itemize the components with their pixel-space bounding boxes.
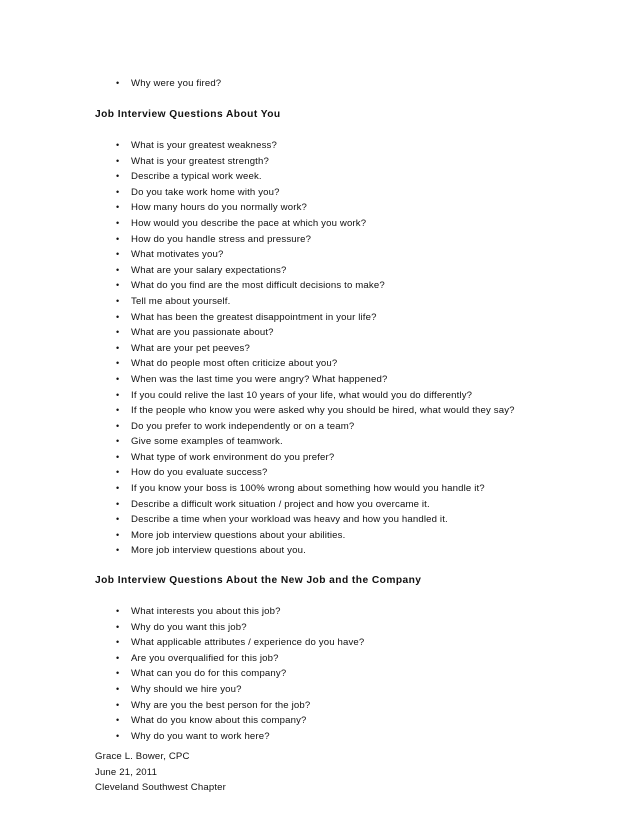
footer-date: June 21, 2011 xyxy=(95,766,158,778)
bullet-icon: • xyxy=(116,217,120,228)
bullet-icon: • xyxy=(116,373,120,384)
bullet-icon: • xyxy=(116,621,120,632)
list-item-text: What do you know about this company? xyxy=(131,715,307,727)
list-item-text: If you know your boss is 100% wrong about something how would you handle it? xyxy=(131,483,485,495)
list-item-text: How do you evaluate success? xyxy=(131,467,268,479)
section-heading-about-you: Job Interview Questions About You xyxy=(95,109,281,120)
list-item-text: Why should we hire you? xyxy=(131,683,242,695)
list-item-text: Why do you want this job? xyxy=(131,621,247,633)
list-item-text: What is your greatest strength? xyxy=(131,155,269,167)
bullet-icon: • xyxy=(116,78,120,88)
list-item-text: How do you handle stress and pressure? xyxy=(131,233,312,245)
bullet-icon: • xyxy=(116,311,120,322)
list-item-text: What do people most often criticize about you? xyxy=(131,358,338,370)
list-item-text: Are you overqualified for this job? xyxy=(131,652,279,664)
list-item-text: Why do you want to work here? xyxy=(131,730,270,742)
bullet-icon: • xyxy=(116,498,120,509)
bullet-icon: • xyxy=(116,436,120,447)
list-item-text: What has been the greatest disappointment in your life? xyxy=(131,311,377,323)
bullet-icon: • xyxy=(116,668,120,679)
bullet-icon: • xyxy=(116,483,120,494)
bullet-icon: • xyxy=(116,652,120,663)
bullet-icon: • xyxy=(116,529,120,540)
bullet-icon: • xyxy=(116,233,120,244)
list-item-text: What interests you about this job? xyxy=(131,606,281,617)
list-item-text: What are your pet peeves? xyxy=(131,342,250,354)
bullet-icon: • xyxy=(116,637,120,648)
bullet-icon: • xyxy=(116,606,120,616)
list-item-text: When was the last time you were angry? What happened? xyxy=(131,373,388,385)
bullet-icon: • xyxy=(116,451,120,462)
list-item-text: Why are you the best person for the job? xyxy=(131,699,311,711)
bullet-icon: • xyxy=(116,155,120,166)
list-item-text: How would you describe the pace at which you work? xyxy=(131,217,367,229)
bullet-icon: • xyxy=(116,342,120,353)
bullet-icon: • xyxy=(116,327,120,338)
bullet-icon: • xyxy=(116,405,120,416)
bullet-icon: • xyxy=(116,467,120,478)
list-item-text: Describe a time when your workload was heavy and how you handled it. xyxy=(131,514,448,526)
list-item-text: Describe a difficult work situation / project and how you overcame it. xyxy=(131,498,430,510)
bullet-icon: • xyxy=(116,545,120,556)
list-item-text: What are you passionate about? xyxy=(131,327,274,339)
list-item-text: If the people who know you were asked why you should be hired, what would they say? xyxy=(131,405,515,417)
list-item-text: What type of work environment do you prefer? xyxy=(131,451,335,463)
bullet-icon: • xyxy=(116,186,120,197)
document-footer xyxy=(95,749,226,796)
list-item-text: What applicable attributes / experience do you have? xyxy=(131,637,365,649)
bullet-icon: • xyxy=(116,514,120,525)
list-item-text: Do you take work home with you? xyxy=(131,186,280,198)
bullet-icon: • xyxy=(116,264,120,275)
list-item-text: Do you prefer to work independently or on a team? xyxy=(131,420,355,432)
list-item-text: What do you find are the most difficult decisions to make? xyxy=(131,280,385,292)
footer-chapter: Cleveland Southwest Chapter xyxy=(95,782,226,793)
list-item-text: More job interview questions about your abilities. xyxy=(131,529,346,541)
bullet-icon: • xyxy=(116,202,120,213)
list-item-text: Why were you fired? xyxy=(131,78,222,89)
bullet-icon: • xyxy=(116,420,120,431)
bullet-icon: • xyxy=(116,249,120,260)
list-item-text: What can you do for this company? xyxy=(131,668,287,680)
bullet-icon: • xyxy=(116,683,120,694)
list-item-text: Give some examples of teamwork. xyxy=(131,436,283,448)
footer-author: Grace L. Bower, CPC xyxy=(95,751,190,762)
bullet-icon: • xyxy=(116,295,120,306)
list-item-text: If you could relive the last 10 years of your life, what would you do differently? xyxy=(131,389,473,401)
list-item-text: What motivates you? xyxy=(131,249,224,261)
bullet-icon: • xyxy=(116,280,120,291)
bullet-icon: • xyxy=(116,389,120,400)
list-item-text: What are your salary expectations? xyxy=(131,264,287,276)
bullet-icon: • xyxy=(116,140,120,150)
list-item-text: Tell me about yourself. xyxy=(131,295,231,307)
list-item-text: Describe a typical work week. xyxy=(131,171,262,183)
list-item-text: More job interview questions about you. xyxy=(131,545,306,557)
bullet-icon: • xyxy=(116,358,120,369)
list-item-text: What is your greatest weakness? xyxy=(131,140,277,151)
section-heading-about-company: Job Interview Questions About the New Job and the Company xyxy=(95,575,422,586)
bullet-icon: • xyxy=(116,699,120,710)
bullet-icon: • xyxy=(116,730,120,741)
bullet-icon: • xyxy=(116,171,120,182)
list-item-text: How many hours do you normally work? xyxy=(131,202,308,214)
bullet-icon: • xyxy=(116,715,120,726)
